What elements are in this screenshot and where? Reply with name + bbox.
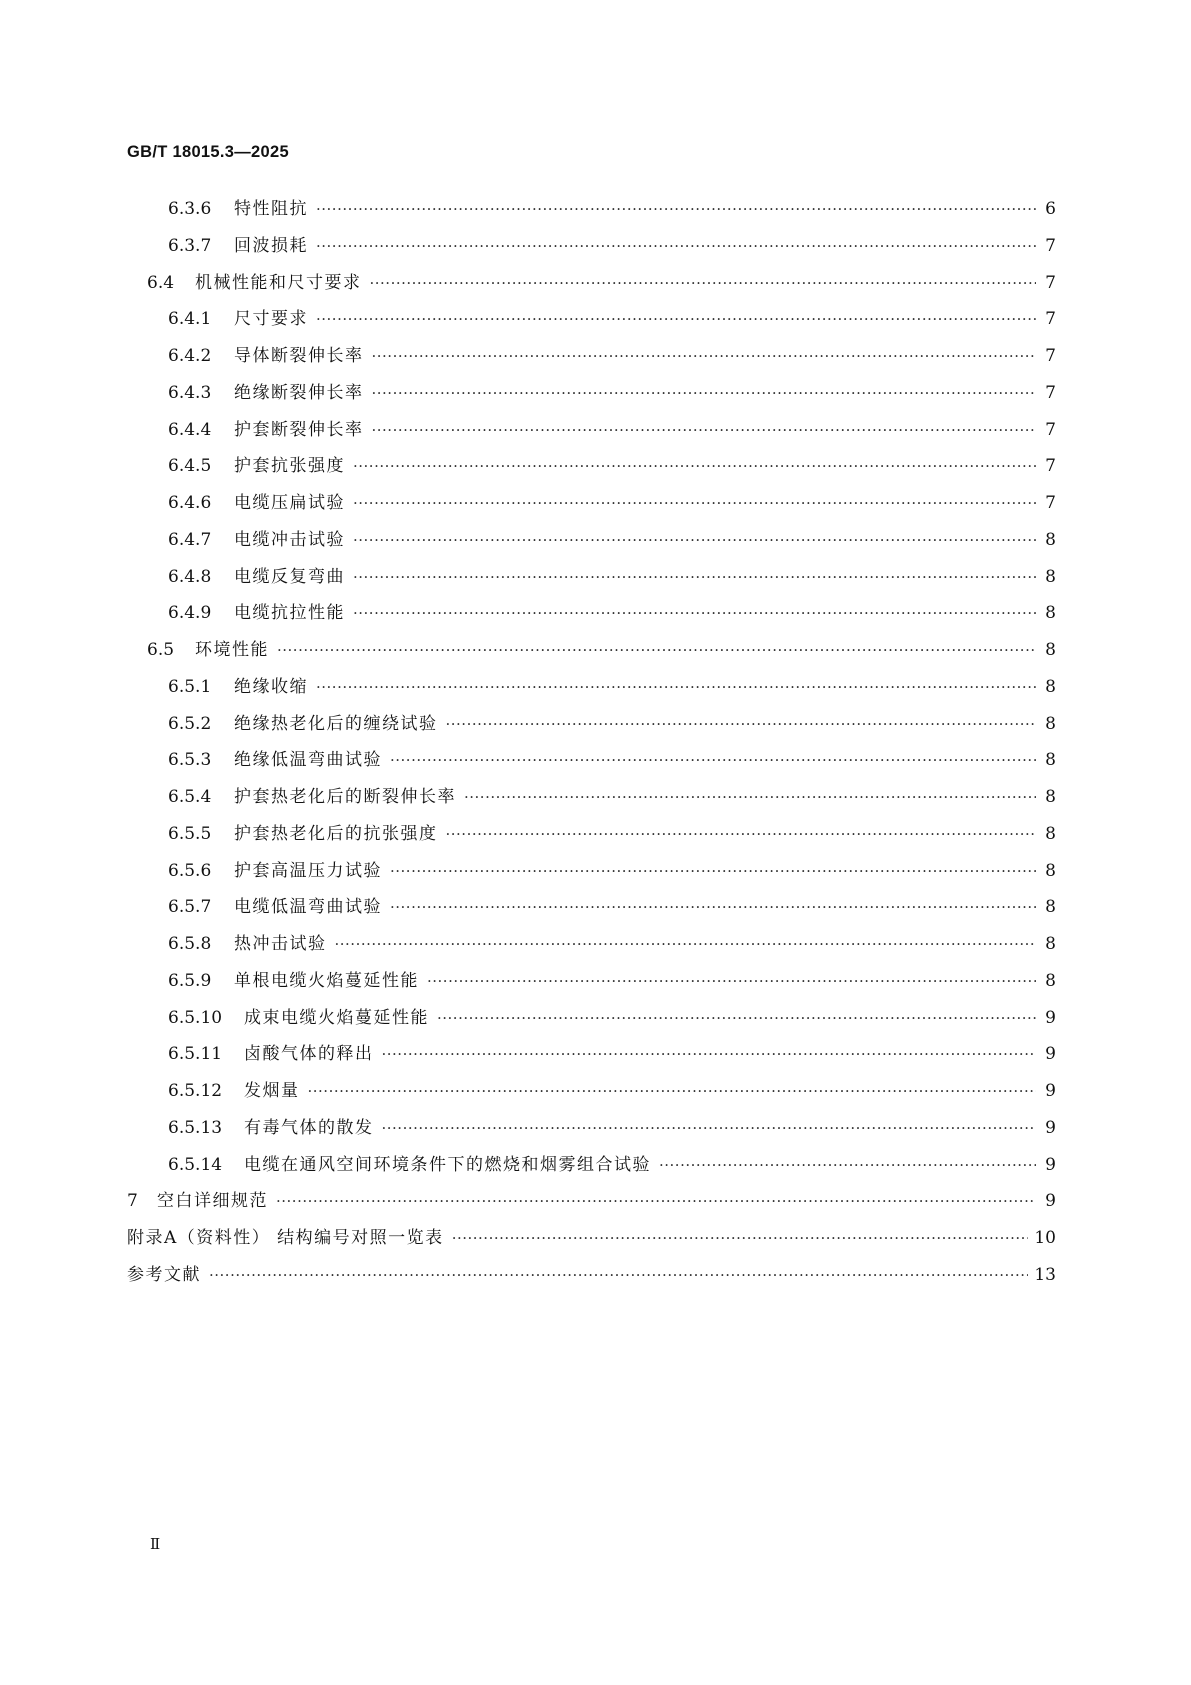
dot-leader [382, 1045, 1037, 1063]
toc-entry[interactable] [127, 525, 1056, 562]
toc-number: 6.5.13 [168, 1117, 223, 1138]
toc-title: 电缆冲击试验 [234, 529, 345, 550]
toc-page: 8 [1045, 860, 1056, 881]
toc-page: 8 [1045, 713, 1056, 734]
toc-number: 6.5.14 [168, 1154, 223, 1175]
toc-entry[interactable] [127, 341, 1056, 378]
toc-title: 电缆低温弯曲试验 [234, 897, 382, 918]
toc-entry[interactable] [127, 488, 1056, 525]
toc-title: 发烟量 [244, 1081, 300, 1101]
toc-title: 空白详细规范 [157, 1191, 268, 1212]
toc-number: 6.5.5 [168, 823, 212, 844]
toc-entry[interactable] [127, 1260, 1056, 1297]
toc-entry[interactable] [127, 268, 1056, 305]
toc-entry[interactable] [127, 415, 1056, 452]
dot-leader [437, 1009, 1036, 1027]
dot-leader [390, 751, 1036, 769]
dot-leader [382, 1119, 1037, 1137]
toc-number: 6.3.7 [168, 235, 212, 256]
toc-entry[interactable] [127, 598, 1056, 635]
dot-leader [446, 825, 1037, 843]
toc-title: 护套断裂伸长率 [234, 419, 364, 440]
toc-entry[interactable] [127, 451, 1056, 488]
toc-page: 9 [1045, 1154, 1056, 1175]
toc-page: 8 [1045, 934, 1056, 954]
toc-title: 电缆抗拉性能 [234, 603, 345, 624]
toc-page: 7 [1045, 309, 1056, 330]
dot-leader [390, 862, 1036, 880]
toc-title: 护套抗张强度 [234, 456, 345, 477]
dot-leader [370, 274, 1037, 292]
toc-title: 有毒气体的散发 [244, 1117, 374, 1138]
toc-page: 7 [1045, 382, 1056, 403]
toc-number: 6.5.7 [168, 897, 212, 918]
toc-number: 6.4.9 [168, 603, 212, 624]
dot-leader [659, 1156, 1036, 1174]
toc-page: 8 [1045, 640, 1056, 660]
toc-page: 7 [1045, 272, 1056, 293]
toc-number: 6.4.7 [168, 529, 212, 550]
toc-number: 6.3.6 [168, 199, 212, 219]
toc-page: 13 [1034, 1264, 1056, 1285]
toc-title: 绝缘收缩 [234, 676, 308, 697]
toc-number: 7 [127, 1191, 138, 1212]
toc-number: 6.5.8 [168, 934, 212, 954]
toc-entry[interactable] [127, 672, 1056, 709]
toc-page: 7 [1045, 235, 1056, 256]
toc-entry[interactable] [127, 745, 1056, 782]
toc-page: 9 [1045, 1081, 1056, 1101]
toc-number: 6.5.12 [168, 1081, 223, 1101]
toc-number: 6.5.3 [168, 750, 212, 771]
toc-title: 回波损耗 [234, 235, 308, 256]
toc-page: 7 [1045, 346, 1056, 366]
toc-title: 成束电缆火焰蔓延性能 [244, 1007, 429, 1028]
toc-number: 6.5 [147, 640, 175, 660]
dot-leader [209, 1266, 1028, 1284]
toc-title: 热冲击试验 [234, 934, 327, 954]
toc-number: 6.4.2 [168, 346, 212, 366]
toc-title: 导体断裂伸长率 [234, 346, 364, 366]
standard-code: GB/T 18015.3—2025 [127, 143, 289, 161]
toc-number: 6.4 [147, 272, 175, 293]
toc-title: 参考文献 [127, 1264, 201, 1285]
toc-page: 8 [1045, 970, 1056, 991]
dot-leader [372, 421, 1037, 439]
toc-title: 附录A（资料性） 结构编号对照一览表 [127, 1228, 444, 1248]
toc-page: 7 [1045, 493, 1056, 513]
dot-leader [390, 898, 1036, 916]
toc-title: 电缆反复弯曲 [234, 566, 345, 587]
toc-page: 9 [1045, 1044, 1056, 1065]
toc-title: 护套高温压力试验 [234, 860, 382, 881]
dot-leader [308, 1082, 1037, 1100]
toc-title: 绝缘低温弯曲试验 [234, 750, 382, 771]
toc-page: 7 [1045, 419, 1056, 440]
toc-title: 单根电缆火焰蔓延性能 [234, 970, 419, 991]
toc-number: 6.5.1 [168, 676, 212, 697]
toc-page: 9 [1045, 1191, 1056, 1212]
toc-entry[interactable] [127, 635, 1056, 672]
toc-page: 7 [1045, 456, 1056, 477]
toc-page: 8 [1045, 897, 1056, 918]
dot-leader [353, 604, 1036, 622]
toc-entry[interactable] [127, 194, 1056, 231]
toc-entry[interactable] [127, 819, 1056, 856]
toc-page: 8 [1045, 529, 1056, 550]
toc-title: 电缆在通风空间环境条件下的燃烧和烟雾组合试验 [244, 1154, 651, 1175]
toc-entry[interactable] [127, 1003, 1056, 1040]
toc-page: 8 [1045, 676, 1056, 697]
toc-number: 6.4.8 [168, 566, 212, 587]
toc-page: 8 [1045, 787, 1056, 807]
toc-number: 6.5.11 [168, 1044, 223, 1065]
dot-leader [277, 641, 1036, 659]
toc-number: 6.5.4 [168, 787, 212, 807]
toc-number: 6.5.6 [168, 860, 212, 881]
dot-leader [452, 1229, 1029, 1247]
toc-number: 6.4.3 [168, 382, 212, 403]
table-of-contents [127, 194, 1056, 1297]
toc-title: 电缆压扁试验 [234, 493, 345, 513]
toc-title: 卤酸气体的释出 [244, 1044, 374, 1065]
toc-title: 护套热老化后的抗张强度 [234, 823, 438, 844]
toc-page: 9 [1045, 1007, 1056, 1028]
toc-title: 绝缘断裂伸长率 [234, 382, 364, 403]
toc-entry[interactable] [127, 929, 1056, 966]
dot-leader [335, 935, 1037, 953]
toc-title: 环境性能 [195, 640, 269, 660]
dot-leader [353, 457, 1036, 475]
dot-leader [427, 972, 1036, 990]
dot-leader [464, 788, 1036, 806]
toc-entry[interactable] [127, 1150, 1056, 1187]
dot-leader [316, 310, 1036, 328]
toc-entry[interactable] [127, 966, 1056, 1003]
dot-leader [372, 384, 1037, 402]
dot-leader [353, 568, 1036, 586]
toc-number: 6.5.2 [168, 713, 212, 734]
toc-entry[interactable] [127, 378, 1056, 415]
toc-entry[interactable] [127, 782, 1056, 819]
toc-entry[interactable] [127, 1186, 1056, 1223]
toc-entry[interactable] [127, 856, 1056, 893]
toc-entry[interactable] [127, 231, 1056, 268]
toc-title: 绝缘热老化后的缠绕试验 [234, 713, 438, 734]
toc-title: 尺寸要求 [234, 309, 308, 330]
toc-number: 6.4.5 [168, 456, 212, 477]
toc-entry[interactable] [127, 892, 1056, 929]
toc-entry[interactable] [127, 1076, 1056, 1113]
dot-leader [372, 347, 1037, 365]
toc-page: 10 [1034, 1228, 1056, 1248]
toc-entry[interactable] [127, 304, 1056, 341]
dot-leader [316, 237, 1036, 255]
toc-page: 8 [1045, 823, 1056, 844]
toc-entry[interactable] [127, 1223, 1056, 1260]
toc-number: 6.4.6 [168, 493, 212, 513]
toc-entry[interactable] [127, 1113, 1056, 1150]
toc-page: 8 [1045, 603, 1056, 624]
toc-title: 机械性能和尺寸要求 [195, 272, 362, 293]
dot-leader [353, 531, 1036, 549]
toc-page: 8 [1045, 750, 1056, 771]
toc-number: 6.5.9 [168, 970, 212, 991]
toc-page: 6 [1045, 199, 1056, 219]
dot-leader [316, 678, 1036, 696]
toc-entry[interactable] [127, 709, 1056, 746]
dot-leader [316, 200, 1036, 218]
toc-title: 特性阻抗 [234, 199, 308, 219]
toc-number: 6.4.4 [168, 419, 212, 440]
toc-page: 8 [1045, 566, 1056, 587]
toc-title: 护套热老化后的断裂伸长率 [234, 787, 456, 807]
toc-number: 6.5.10 [168, 1007, 223, 1028]
toc-page: 9 [1045, 1117, 1056, 1138]
page-number: Ⅱ [150, 1535, 161, 1553]
toc-number: 6.4.1 [168, 309, 212, 330]
dot-leader [276, 1192, 1036, 1210]
dot-leader [446, 715, 1037, 733]
dot-leader [353, 494, 1036, 512]
toc-entry[interactable] [127, 1039, 1056, 1076]
toc-entry[interactable] [127, 562, 1056, 599]
